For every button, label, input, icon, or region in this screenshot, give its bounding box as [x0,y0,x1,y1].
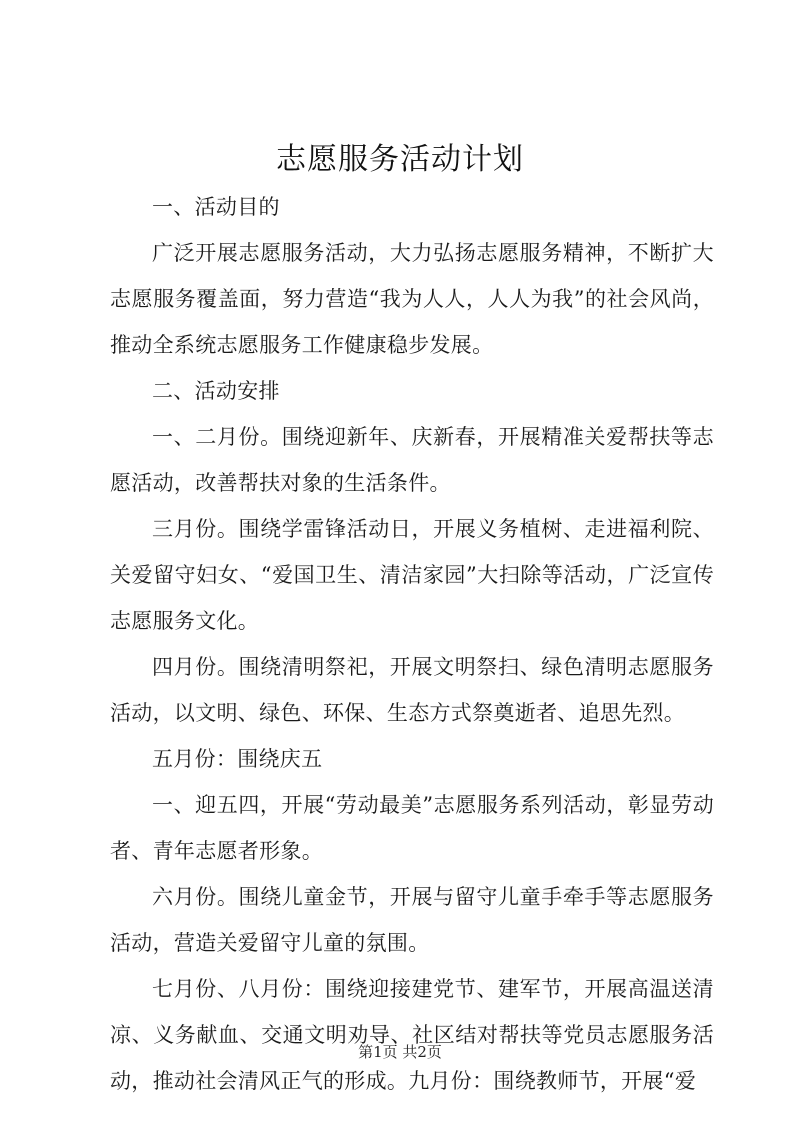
paragraph-may: 一、迎五四，开展“劳动最美”志愿服务系列活动，彰显劳动者、青年志愿者形象。 [110,793,714,863]
document-body [110,184,714,1104]
section-heading-arrangement: 二、活动安排 [152,379,280,403]
paragraph-purpose: 广泛开展志愿服务活动，大力弘扬志愿服务精神，不断扩大志愿服务覆盖面，努力营造“我为人人，人人为我”的社会风尚，推动全系统志愿服务工作健康稳步发展。 [110,241,714,357]
paragraph-july-august: 七月份、八月份：围绕迎接建党节、建军节，开展高温送清凉、义务献血、交通文明劝导、社区结对帮扶等党员志愿服务活动，推动社会清风正气的形成。九月份：围绕教师节，开展“爱 [110,977,714,1093]
paragraph-march: 三月份。围绕学雷锋活动日，开展义务植树、走进福利院、关爱留守妇女、“爱国卫生、清洁家园”大扫除等活动，广泛宣传志愿服务文化。 [110,517,714,633]
paragraph-jan-feb: 一、二月份。围绕迎新年、庆新春，开展精准关爱帮扶等志愿活动，改善帮扶对象的生活条件。 [110,425,714,495]
document-title: 志愿服务活动计划 [276,142,524,177]
paragraph-may-heading: 五月份：围绕庆五 [152,747,323,771]
page-number-footer: 第1页 共2页 [358,1043,442,1061]
paragraph-april: 四月份。围绕清明祭祀，开展文明祭扫、绿色清明志愿服务活动，以文明、绿色、环保、生态方式祭奠逝者、追思先烈。 [110,655,714,725]
section-heading-purpose: 一、活动目的 [152,195,280,219]
paragraph-june: 六月份。围绕儿童金节，开展与留守儿童手牵手等志愿服务活动，营造关爱留守儿童的氛围。 [110,885,714,955]
